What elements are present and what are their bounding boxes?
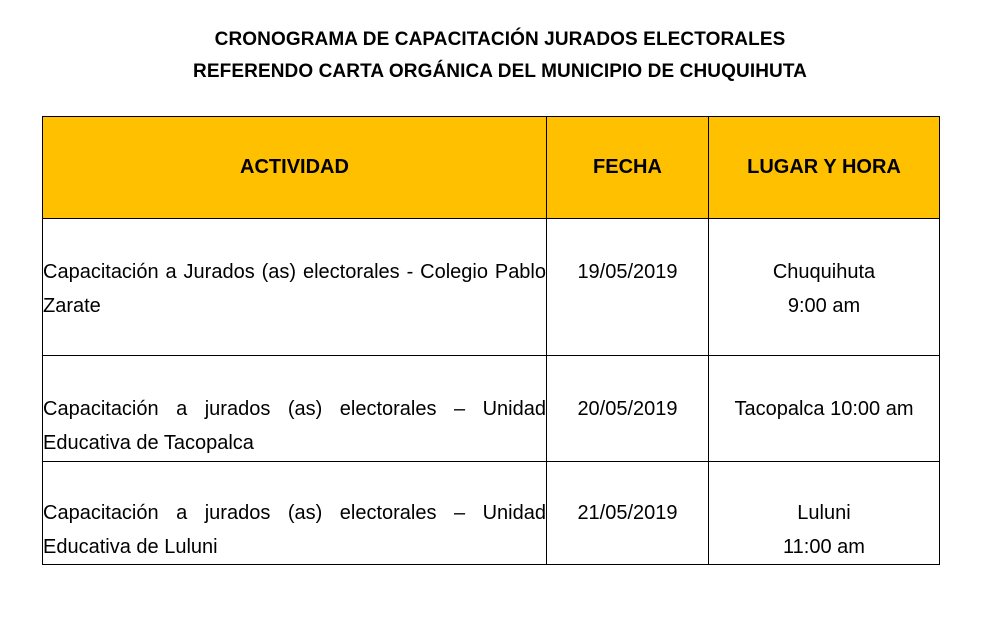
title-line-1: CRONOGRAMA DE CAPACITACIÓN JURADOS ELECTORALES: [214, 29, 786, 50]
header-activity: ACTIVIDAD: [43, 117, 547, 219]
place-time-cell: [709, 356, 940, 462]
header-place-time: LUGAR Y HORA: [709, 117, 940, 219]
place-text: Chuquihuta: [772, 261, 876, 283]
header-date: FECHA: [547, 117, 709, 219]
activity-cell: Capacitación a jurados (as) electorales – Unidad Educativa de Tacopalca: [43, 356, 547, 462]
place-time-cell: [709, 462, 940, 565]
place-time-cell: [709, 219, 940, 356]
date-cell: 20/05/2019: [547, 356, 709, 462]
date-cell: 21/05/2019: [547, 462, 709, 565]
time-text: 9:00 am: [787, 295, 861, 317]
table-row: [43, 462, 940, 565]
document-title: [0, 24, 1000, 88]
table-header-row: [43, 117, 940, 219]
date-cell: 19/05/2019: [547, 219, 709, 356]
place-text: Luluni: [797, 502, 851, 524]
activity-cell: Capacitación a Jurados (as) electorales - Colegio Pablo Zarate: [43, 219, 547, 356]
table-row: [43, 219, 940, 356]
place-text: Tacopalca 10:00 am: [734, 398, 914, 420]
title-line-2: REFERENDO CARTA ORGÁNICA DEL MUNICIPIO DE CHUQUIHUTA: [193, 61, 807, 82]
table-row: [43, 356, 940, 462]
time-text: 11:00 am: [783, 536, 865, 558]
activity-cell: Capacitación a jurados (as) electorales – Unidad Educativa de Luluni: [43, 462, 547, 565]
schedule-table: [42, 116, 940, 565]
